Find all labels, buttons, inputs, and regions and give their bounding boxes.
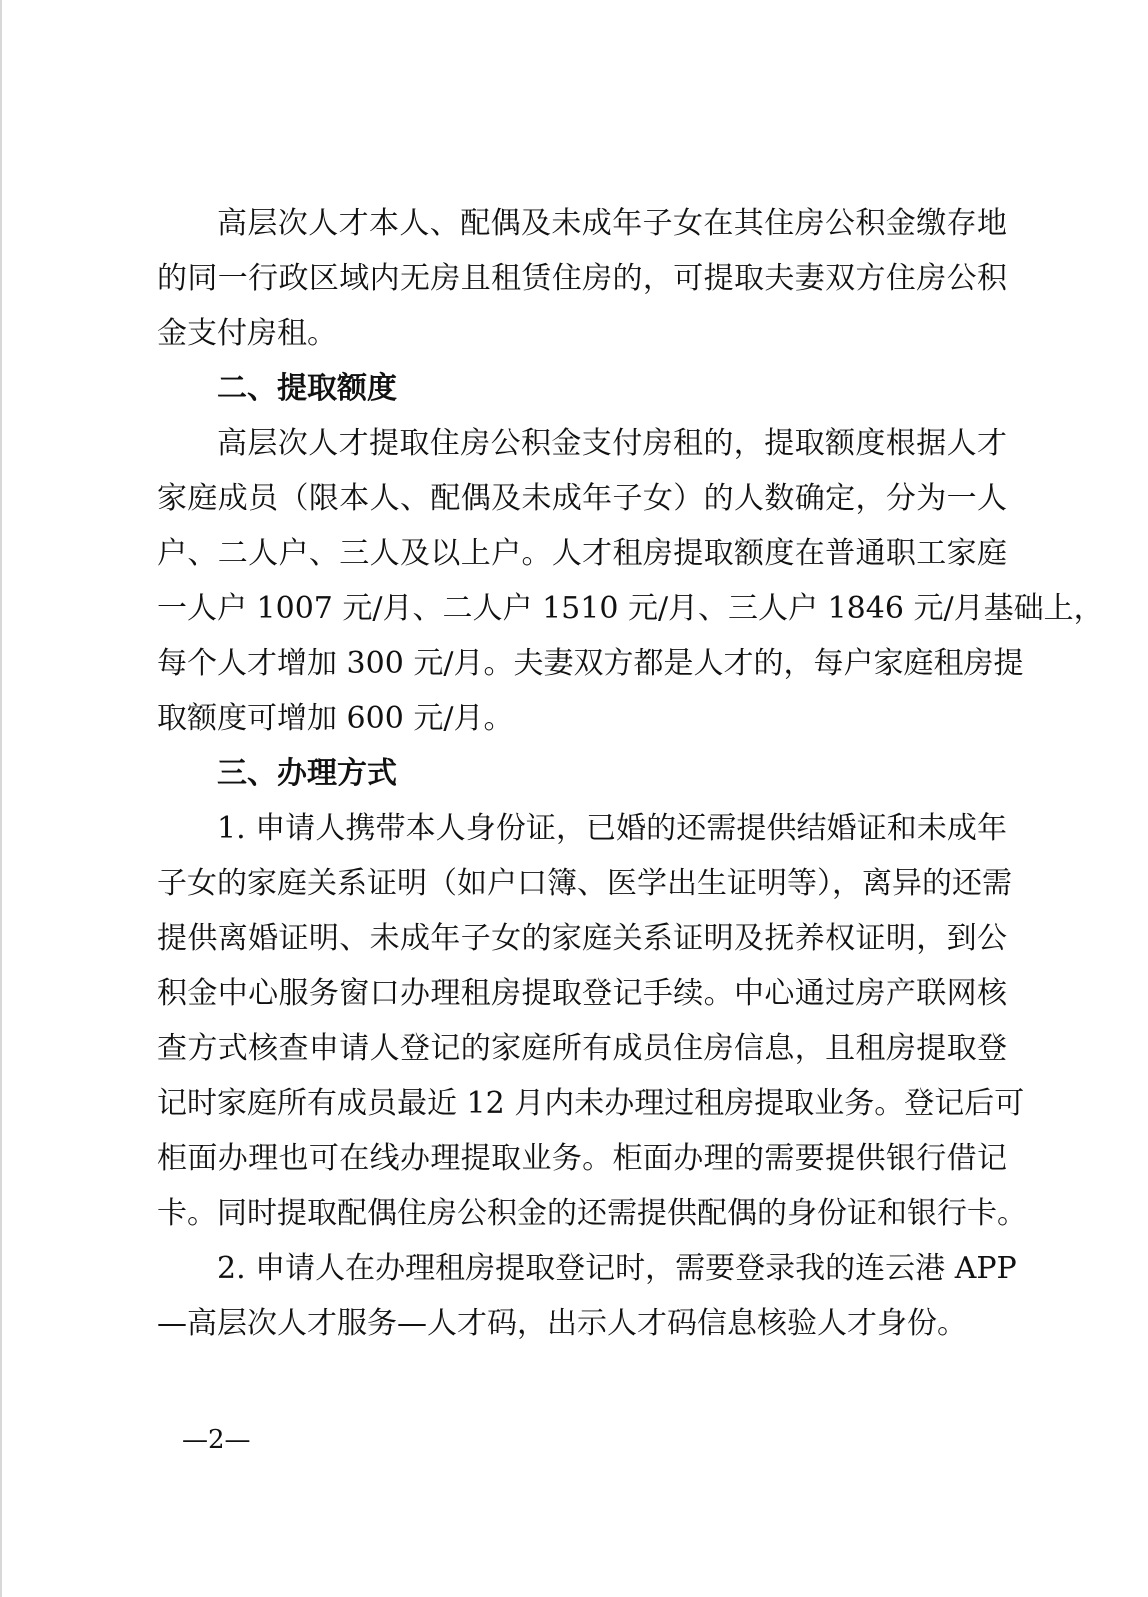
text-line: 金支付房租。 — [157, 316, 337, 351]
text-line: 2. 申请人在办理租房提取登记时，需要登录我的连云港 APP — [217, 1251, 1017, 1286]
text-line: —高层次人才服务—人才码，出示人才码信息核验人才身份。 — [157, 1306, 967, 1341]
text-line: 子女的家庭关系证明（如户口簿、医学出生证明等），离异的还需 — [157, 866, 1012, 901]
paragraph-withdrawal-amount — [157, 416, 1104, 746]
paragraph-eligibility — [157, 196, 1007, 361]
text-line: 一人户 1007 元/月、二人户 1510 元/月、三人户 1846 元/月基础上， — [157, 591, 1104, 626]
text-line: 卡。同时提取配偶住房公积金的还需提供配偶的身份证和银行卡。 — [157, 1196, 1027, 1231]
text-line: 记时家庭所有成员最近 12 月内未办理过租房提取业务。登记后可 — [157, 1086, 1025, 1121]
text-line: 提供离婚证明、未成年子女的家庭关系证明及抚养权证明，到公 — [157, 921, 1007, 956]
text-line: 每个人才增加 300 元/月。夫妻双方都是人才的，每户家庭租房提 — [157, 646, 1024, 681]
text-line: 积金中心服务窗口办理租房提取登记手续。中心通过房产联网核 — [157, 976, 1007, 1011]
text-line: 柜面办理也可在线办理提取业务。柜面办理的需要提供银行借记 — [157, 1141, 1007, 1176]
text-line: 家庭成员（限本人、配偶及未成年子女）的人数确定，分为一人 — [157, 481, 1007, 516]
text-line: 的同一行政区域内无房且租赁住房的，可提取夫妻双方住房公积 — [157, 261, 1007, 296]
document-page — [157, 196, 1104, 1351]
text-line: 高层次人才本人、配偶及未成年子女在其住房公积金缴存地 — [217, 206, 1007, 241]
page-number: —2— — [182, 1425, 251, 1455]
text-line: 查方式核查申请人登记的家庭所有成员住房信息，且租房提取登 — [157, 1031, 1007, 1066]
paragraph-procedure-step-1 — [157, 801, 1027, 1241]
text-line: 取额度可增加 600 元/月。 — [157, 701, 514, 736]
text-line: 1. 申请人携带本人身份证，已婚的还需提供结婚证和未成年 — [217, 811, 1007, 846]
text-line: 高层次人才提取住房公积金支付房租的，提取额度根据人才 — [217, 426, 1007, 461]
section-heading-procedure: 三、办理方式 — [217, 756, 397, 791]
paragraph-procedure-step-2 — [157, 1241, 1017, 1351]
page-edge-divider — [0, 0, 2, 1597]
text-line: 户、二人户、三人及以上户。人才租房提取额度在普通职工家庭 — [157, 536, 1007, 571]
section-heading-withdrawal-amount: 二、提取额度 — [217, 371, 397, 406]
